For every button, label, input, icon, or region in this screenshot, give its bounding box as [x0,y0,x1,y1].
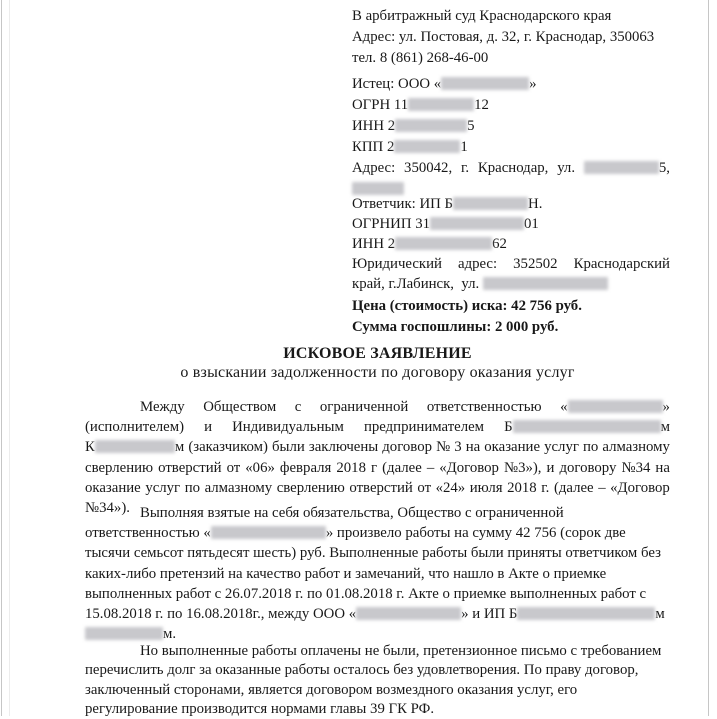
plaintiff-block [352,74,670,200]
body-paragraph-1 [85,397,670,518]
text-line: ответственностью « » произвело работы на сумму 42 756 (сорок две [85,525,626,542]
body-paragraph-3 [85,642,670,719]
text-line: Но выполненные работы оплачены не были, претензионное письмо с требованием [140,643,662,659]
body-paragraph-2 [85,503,670,644]
redacted-text [483,277,608,290]
text-line: каких-либо претензий на качество работ и замечаний, что нашло в Акте о приемке [85,565,607,582]
text-line: выполненных работ с 26.07.2018 г. по 01.08.2018 г. Акте о приемке выполненных работ с [85,585,647,602]
text-line: К м (заказчиком) были заключены договор № 3 на оказание услуг по алмазному [85,439,670,456]
text-line: Цена (стоимость) иска: 42 756 руб. [352,298,582,314]
text-line: ОГРНИП 31 01 [352,216,539,232]
redacted-text [95,440,175,453]
text-line: перечислить долг за оказанные работы осталось без удовлетворения. По праву договор, [85,662,639,679]
document-title: ИСКОВОЕ ЗАЯВЛЕНИЕ [283,345,472,362]
redacted-text [395,237,492,250]
text-line: м. [85,624,670,644]
redacted-text [211,526,326,539]
redacted-text [356,607,461,620]
redacted-text [395,119,467,132]
text-line: Между Обществом с ограниченной ответственностью « » [140,399,670,415]
redacted-text [517,607,655,620]
redacted-text [441,77,529,90]
text-line: КПП 2 1 [352,139,468,155]
text-line: Ответчик: ИП Б Н. [352,196,543,212]
redacted-text [513,420,661,433]
text-line: сверлению отверстий от «06» февраля 2018 г (далее – «Договор №3»), и договору №34 на [85,459,670,476]
text-line: №34»). [85,499,130,516]
text-line: Адрес: ул. Постовая, д. 32, г. Краснодар, 350063 [352,29,655,45]
redacted-text [85,627,163,640]
claim-amount-block [352,296,670,338]
page-edge-left-inner [9,0,10,716]
page-edge-right [708,0,709,716]
redacted-text [568,400,663,413]
text-line: (исполнителем) и Индивидуальным предпринимателем Б м [85,419,670,436]
text-line: тысячи семьсот пятьдесят шесть) руб. Выполненные работы были приняты ответчиком без [85,545,661,562]
text-line: Юридический адрес: 352502 Краснодарский [352,256,670,272]
text-line: Истец: ООО « » [352,76,537,92]
text-line: Адрес: 350042, г. Краснодар, ул. 5, [352,160,670,176]
redacted-text [584,161,659,174]
redacted-text [430,217,524,230]
redacted-text [408,98,474,111]
text-line: 15.08.2018 г. по 16.08.2018г., между ООО « » и ИП Б м [85,605,665,622]
court-address-block [352,6,670,69]
redacted-text [394,140,460,153]
text-line: край, г.Лабинск, ул. [352,274,670,294]
text-line: Выполняя взятые на себя обязательства, Общество с ограниченной [140,505,564,521]
text-line: оказание услуг по алмазному сверлению отверстий от «24» июля 2018 г. (далее – «Договор [85,479,670,496]
text-line: В арбитражный суд Краснодарского края [352,8,612,24]
document-title-block [85,344,670,382]
text-line: Сумма госпошлины: 2 000 руб. [352,319,559,335]
text-line: тел. 8 (861) 268-46-00 [352,50,489,66]
document-subtitle: о взыскании задолженности по договору оказания услуг [180,364,575,381]
text-line: ИНН 2 62 [352,236,507,252]
text-line: заключенный сторонами, является договором возмездного оказания услуг, его [85,681,578,698]
defendant-block [352,194,670,294]
redacted-text [453,197,528,210]
page-edge-left-outer [1,0,2,716]
text-line: регулирование производится нормами главы 39 ГК РФ. [85,700,435,717]
text-line: ИНН 2 5 [352,118,475,134]
text-line: ОГРН 11 12 [352,97,489,113]
